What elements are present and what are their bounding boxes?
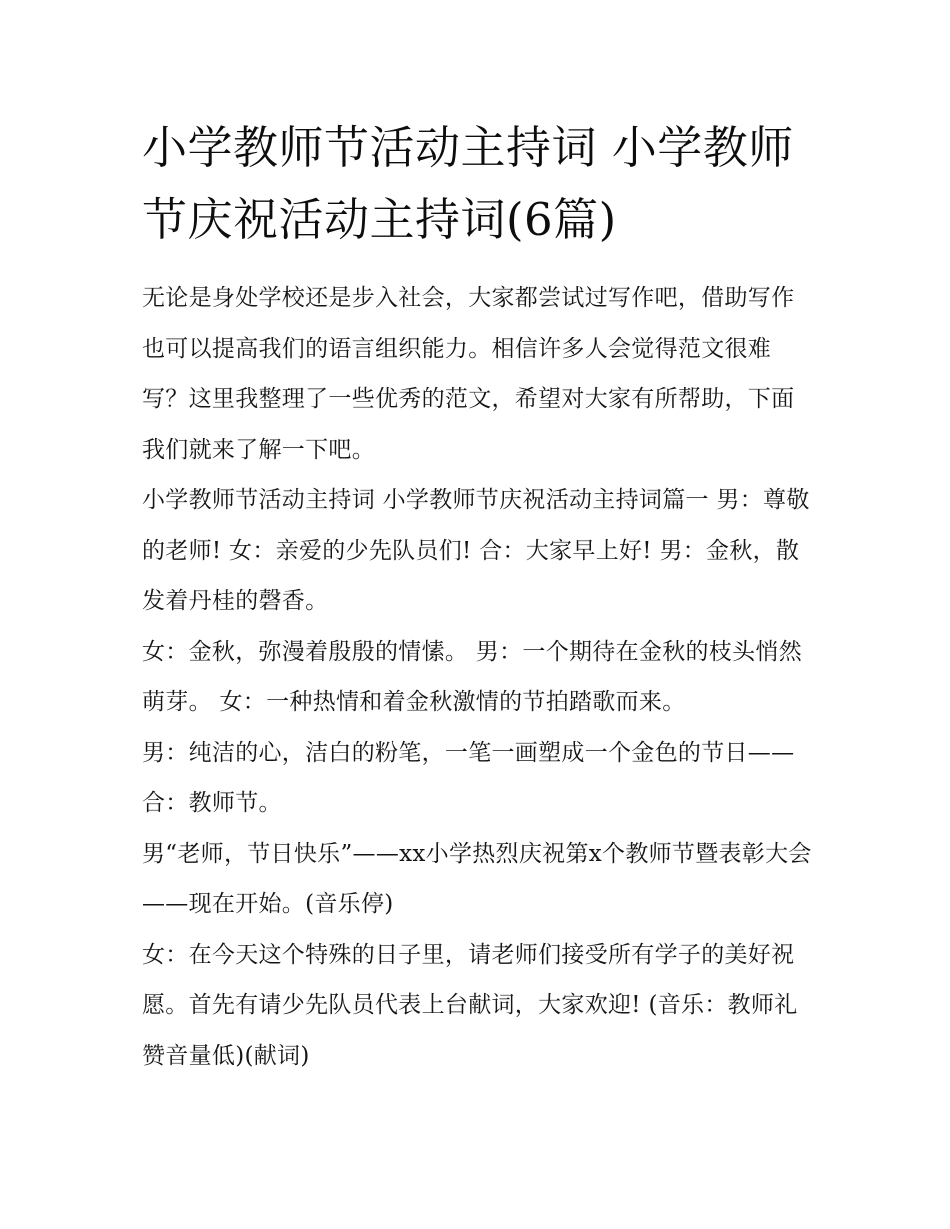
- paragraph-3: 男：纯洁的心，洁白的粉笔，一笔一画塑成一个金色的节日—— 合：教师节。: [142, 739, 795, 816]
- paragraph-intro: 无论是身处学校还是步入社会，大家都尝试过写作吧，借助写作也可以提高我们的语言组织能力。相信许多人会觉得范文很难写？这里我整理了一些优秀的范文，希望对大家有所帮助，下面我们就来了解一下吧。: [142, 285, 795, 463]
- document-page: [142, 112, 814, 1081]
- paragraph-1: 小学教师节活动主持词 小学教师节庆祝活动主持词篇一 男：尊敬的老师! 女：亲爱的少先队员们! 合：大家早上好! 男：金秋，散发着丹桂的磬香。: [142, 487, 810, 614]
- paragraph-4: 男“老师，节日快乐”——xx小学热烈庆祝第x个教师节暨表彰大会——现在开始。(音乐停): [142, 840, 812, 917]
- paragraph-2: 女：金秋，弥漫着殷殷的情愫。 男：一个期待在金秋的枝头悄然萌芽。 女：一种热情和着金秋激情的节拍踏歌而来。: [142, 638, 803, 715]
- document-title: 小学教师节活动主持词 小学教师节庆祝活动主持词(6篇): [142, 121, 794, 246]
- paragraph-5: 女：在今天这个特殊的日子里，请老师们接受所有学子的美好祝愿。首先有请少先队员代表上台献词，大家欢迎! (音乐：教师礼赞音量低)(献词): [142, 941, 798, 1069]
